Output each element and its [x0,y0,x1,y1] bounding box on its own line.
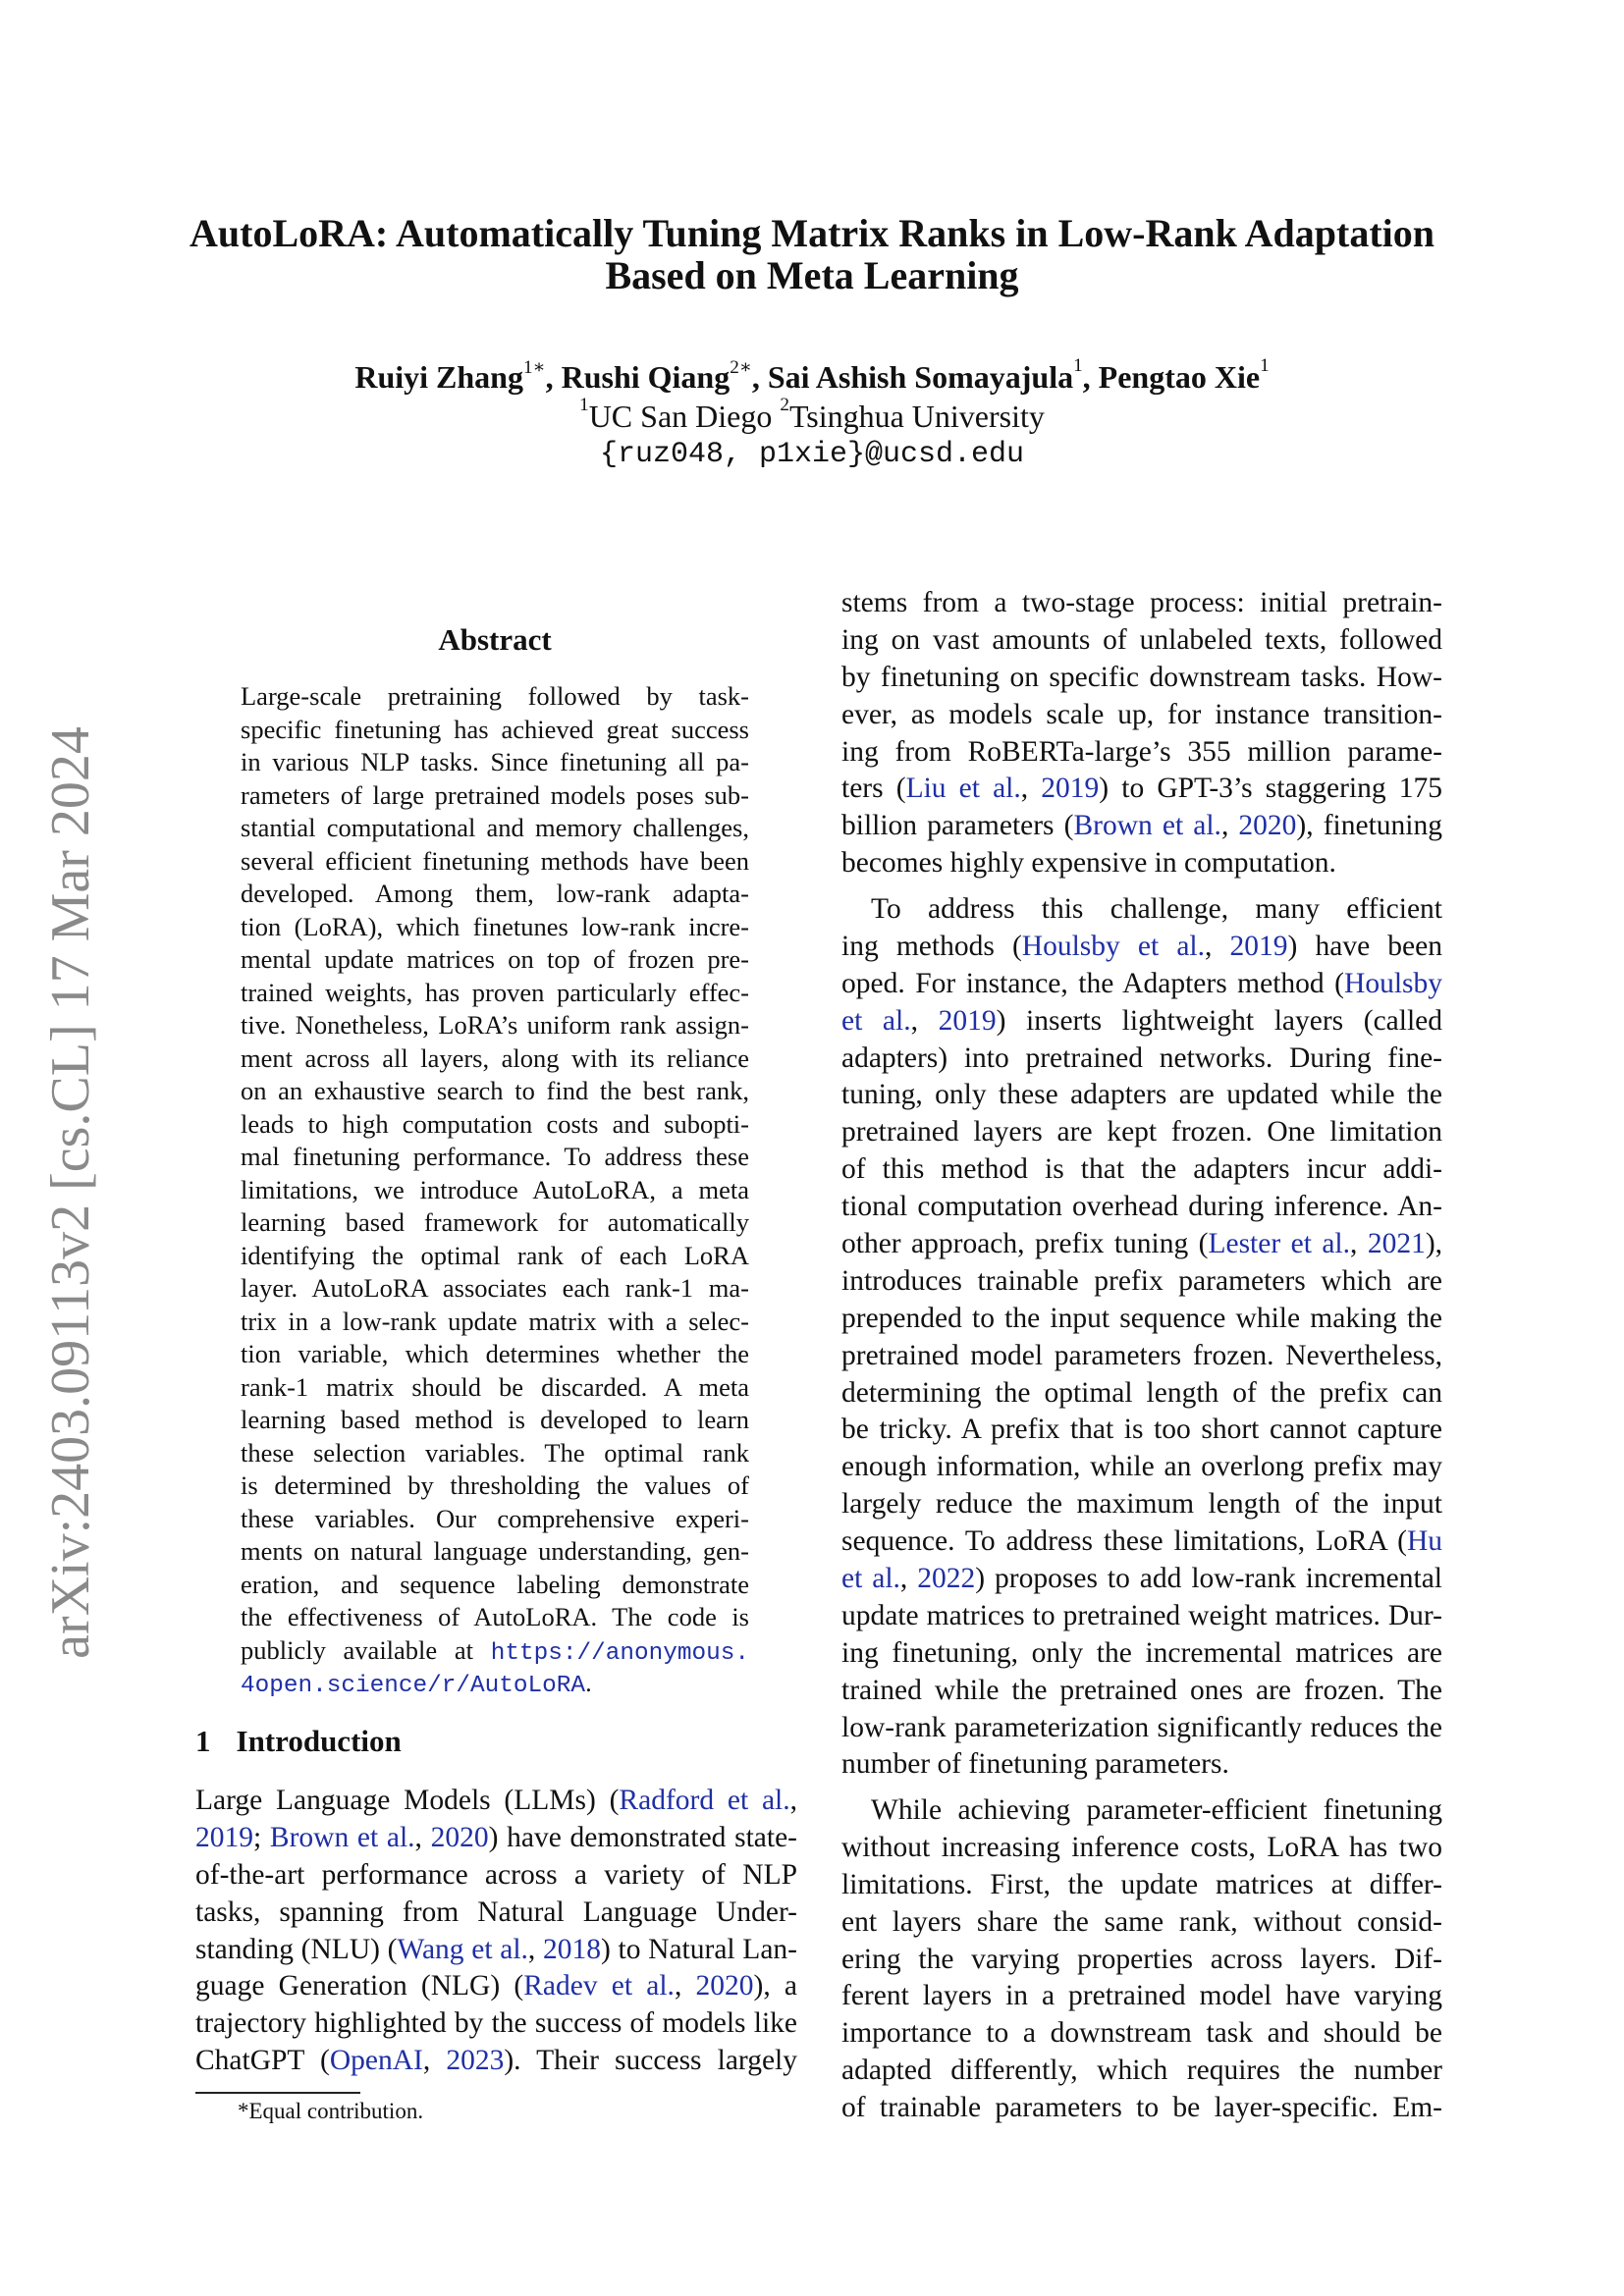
text-line: of-the-art performance across a variety of NLP [195,1858,797,1891]
text-line: ferent layers in a pretrained model have varying [841,1980,1442,2012]
text-line: ing methods (Houlsby et al., 2019) have been [841,930,1442,962]
text-line: tive. Nonetheless, LoRA’s uniform rank assign- [241,1010,749,1040]
citation-link[interactable]: 2019 [1229,930,1288,962]
text-line: sequence. To address these limitations, LoRA (Hu [841,1525,1442,1558]
text-line: is determined by thresholding the values of [241,1470,749,1500]
affiliation-mark: 1 [579,395,589,415]
text-line: largely reduce the maximum length of the input [841,1488,1442,1521]
text-line: of this method is that the adapters incur addi- [841,1153,1442,1186]
text-line: tion (LoRA), which finetunes low-rank incre- [241,911,749,941]
author-separator: , [1082,359,1099,395]
author-separator: , [751,359,768,395]
citation-link[interactable]: Brown et al. [269,1821,415,1853]
author-list [0,355,1624,396]
arxiv-side-stamp: arXiv:2403.09113v2 [cs.CL] 17 Mar 2024 [40,726,101,1659]
text-line: guage Generation (NLG) (Radev et al., 2020), a [195,1970,797,2002]
paper-title-line-2: Based on Meta Learning [605,253,1019,297]
abstract-body [241,680,749,1700]
text-line: While achieving parameter-efficient finetuning [871,1794,1442,1826]
text-line: billion parameters (Brown et al., 2020), finetuning [841,810,1442,842]
citation-link[interactable]: et al. [841,1563,900,1595]
citation-link[interactable]: 2020 [1238,810,1297,842]
text-line: developed. Among them, low-rank adapta- [241,879,749,908]
author-email: {ruz048, p1xie}@ucsd.edu [599,438,1025,471]
text-line: number of finetuning parameters. [841,1748,1229,1781]
text-line: these variables. Our comprehensive experi- [241,1503,749,1533]
right-paragraph-1 [841,585,1442,882]
citation-link[interactable]: et al. [841,1004,911,1037]
citation-link[interactable]: Hu [1406,1525,1442,1558]
text-line: 2019; Brown et al., 2020) have demonstrated state- [195,1821,797,1853]
section-title: Introduction [236,1724,402,1758]
text-line: tional computation overhead during inference. An- [841,1191,1442,1223]
right-paragraph-2 [841,891,1442,1784]
text-line: identifying the optimal rank of each LoRA [241,1240,749,1270]
text-line: of trainable parameters to be layer-specific. Em- [841,2092,1442,2124]
footnote: *Equal contribution. [238,2099,424,2123]
text-line: prepended to the input sequence while making the [841,1302,1442,1334]
text-line: tion variable, which determines whether the [241,1339,749,1368]
text-line: rank-1 matrix should be discarded. A meta [241,1371,749,1402]
affiliations [0,395,1624,435]
text-line: specific finetuning has achieved great success [241,714,749,744]
text-line: ing finetuning, only the incremental matrices are [841,1636,1442,1669]
text-line: limitations. First, the update matrices at differ- [841,1868,1442,1900]
text-line: Large Language Models (LLMs) (Radford et al., [195,1785,797,1816]
text-line: layer. AutoLoRA associates each rank-1 ma- [241,1273,749,1303]
right-paragraph-3 [841,1792,1442,2127]
citation-link[interactable]: OpenAI [329,2045,423,2077]
citation-link[interactable]: 2023 [446,2045,505,2077]
code-url-link[interactable]: https://anonymous. [490,1639,749,1667]
text-line: mental update matrices on top of frozen pre- [241,944,749,974]
text-line: et al., 2022) proposes to add low-rank incremental [841,1563,1442,1595]
text-line: the effectiveness of AutoLoRA. The code is [241,1602,749,1631]
affiliation-mark: 2 [780,395,789,415]
text-line: pretrained model parameters frozen. Nevertheless, [841,1339,1442,1371]
citation-link[interactable]: 2019 [938,1004,997,1037]
citation-link[interactable]: 2020 [695,1970,754,2002]
section-number: 1 [195,1724,211,1758]
text-line: several efficient finetuning methods have been [241,845,749,876]
text-line: tasks, spanning from Natural Language Under- [195,1896,797,1928]
text-line: introduces trainable prefix parameters which are [841,1264,1442,1297]
text-line: leads to high computation costs and subopti- [241,1108,749,1139]
citation-link[interactable]: 2018 [542,1933,601,1965]
text-line: importance to a downstream task and should be [841,2017,1442,2050]
text-line: trix in a low-rank update matrix with a selec- [241,1306,749,1336]
text-line: ment across all layers, along with its reliance [241,1042,749,1073]
text-line: adapted differently, which requires the number [841,2055,1442,2087]
citation-link[interactable]: Radford et al. [619,1785,790,1816]
text-line: ent layers share the same rank, without consid- [841,1905,1442,1938]
citation-link[interactable]: Liu et al. [905,773,1021,805]
citation-link[interactable]: 2021 [1367,1228,1426,1260]
citation-link[interactable]: Radev et al. [523,1970,675,2002]
section-heading-introduction [195,1724,402,1759]
citation-link[interactable]: Lester et al. [1208,1228,1350,1260]
text-line: learning based framework for automatically [241,1207,749,1237]
author-name: Pengtao Xie [1098,359,1261,395]
citation-link[interactable]: 2022 [917,1563,976,1595]
affiliation-name: UC San Diego [588,399,781,434]
citation-link[interactable]: 2019 [195,1821,253,1853]
text-line: stantial computational and memory challenges, [241,813,749,842]
author-affiliation-mark: 1 [1260,355,1270,376]
text-line: these selection variables. The optimal rank [241,1437,749,1468]
text-line: oped. For instance, the Adapters method (Houlsby [841,967,1442,999]
paper-title-line-1: AutoLoRA: Automatically Tuning Matrix Ranks in Low-Rank Adaptation [189,211,1435,255]
text-line: becomes highly expensive in computation. [841,847,1336,880]
intro-paragraph-1 [195,1783,797,2080]
text-line: update matrices to pretrained weight matrices. Dur- [841,1599,1442,1631]
text-line: determining the optimal length of the prefix can [841,1376,1442,1409]
citation-link[interactable]: Brown et al. [1073,810,1221,842]
text-line: adapters) into pretrained networks. During fine- [841,1041,1442,1074]
text-line: rameters of large pretrained models poses sub- [241,779,749,810]
text-line: without increasing inference costs, LoRA has two [841,1831,1442,1863]
footnote-rule [195,2092,360,2094]
author-name: Ruiyi Zhang [354,359,523,395]
author-affiliation-mark: 2∗ [730,357,752,378]
text-line: by finetuning on specific downstream tasks. How- [841,661,1442,693]
citation-link[interactable]: Houlsby [1344,967,1442,999]
text-line: ever, as models scale up, for instance transition- [841,698,1442,730]
text-line: learning based method is developed to learn [241,1405,749,1434]
text-line: on an exhaustive search to find the best rank, [241,1076,749,1105]
text-line: Large-scale pretraining followed by task- [241,681,749,711]
text-line: trajectory highlighted by the success of models like [195,2007,797,2040]
text-line: in various NLP tasks. Since finetuning all pa- [241,747,749,776]
text-line: 4open.science/r/AutoLoRA. [241,1668,592,1699]
citation-link[interactable]: 2020 [430,1821,489,1853]
text-line: stems from a two-stage process: initial pretrain- [841,587,1442,618]
text-line: low-rank parameterization significantly reduces the [841,1711,1442,1743]
author-separator: , [545,359,562,395]
citation-link[interactable]: Wang et al. [397,1933,528,1965]
text-line: ing from RoBERTa-large’s 355 million parame- [841,735,1442,768]
text-line: enough information, while an overlong prefix may [841,1451,1442,1483]
author-name: Rushi Qiang [561,359,731,395]
text-line: tuning, only these adapters are updated while the [841,1079,1442,1111]
text-line: be tricky. A prefix that is too short cannot capture [841,1414,1442,1446]
text-line: ering the varying properties across layers. Dif- [841,1943,1442,1975]
text-line: ments on natural language understanding, gen- [241,1536,749,1566]
citation-link[interactable]: Houlsby et al. [1021,930,1205,962]
citation-link[interactable]: 2019 [1041,773,1100,805]
author-affiliation-mark: 1 [1073,355,1083,376]
text-line: publicly available at https://anonymous. [241,1634,749,1667]
text-line: limitations, we introduce AutoLoRA, a meta [241,1174,749,1204]
text-line: trained weights, has proven particularly effec- [241,977,749,1007]
code-url-link[interactable]: 4open.science/r/AutoLoRA [241,1673,586,1699]
text-line: other approach, prefix tuning (Lester et al., 2021), [841,1228,1442,1260]
text-line: ing on vast amounts of unlabeled texts, followed [841,623,1442,656]
text-line: ters (Liu et al., 2019) to GPT-3’s staggering 175 [841,773,1442,805]
text-line: pretrained layers are kept frozen. One limitation [841,1116,1442,1148]
abstract-heading: Abstract [438,622,552,657]
text-line: To address this challenge, many efficient [871,893,1442,925]
text-line: ChatGPT (OpenAI, 2023). Their success largely [195,2045,797,2077]
text-line: eration, and sequence labeling demonstrate [241,1569,749,1599]
text-line: mal finetuning performance. To address these [241,1142,749,1171]
affiliation-name: Tsinghua University [788,399,1045,434]
text-line: trained while the pretrained ones are frozen. The [841,1674,1442,1706]
text-line: standing (NLU) (Wang et al., 2018) to Natural Lan- [195,1933,797,1965]
author-name: Sai Ashish Somayajula [767,359,1074,395]
author-affiliation-mark: 1∗ [522,357,546,378]
text-line: et al., 2019) inserts lightweight layers (called [841,1004,1442,1037]
